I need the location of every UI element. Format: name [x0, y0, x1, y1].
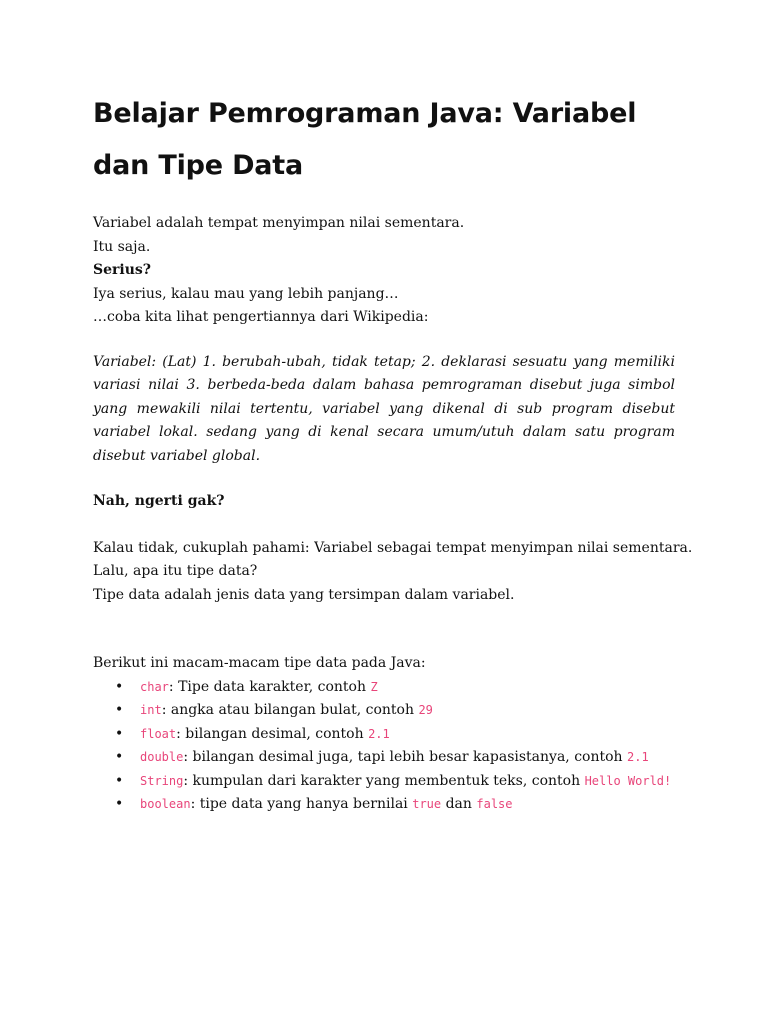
type-example: 2.1: [368, 726, 390, 741]
intro-block: [93, 212, 675, 330]
type-example: Hello World!: [584, 773, 672, 788]
intro-line-1: Variabel adalah tempat menyimpan nilai sementara.: [93, 215, 465, 231]
list-item-string: [115, 770, 675, 794]
type-code: int: [140, 703, 162, 717]
summary-block: [93, 537, 693, 608]
summary-line-3: Tipe data adalah jenis data yang tersimpan dalam variabel.: [93, 586, 515, 603]
type-example: Z: [370, 679, 378, 694]
bullet-icon: •: [115, 796, 124, 812]
type-code: boolean: [140, 797, 191, 811]
type-example: 29: [418, 703, 433, 717]
nah-question: Nah, ngerti gak?: [93, 493, 225, 509]
boolean-true-value: true: [412, 797, 442, 811]
bullet-icon: •: [115, 702, 124, 718]
list-item-double: [115, 746, 675, 770]
summary-line-1: Kalau tidak, cukuplah pahami: Variabel sebagai tempat menyimpan nilai sementara.: [93, 539, 693, 556]
boolean-connector: dan: [441, 796, 477, 812]
bullet-icon: •: [115, 749, 124, 765]
summary-line-2: Lalu, apa itu tipe data?: [93, 563, 258, 579]
document-content: [93, 88, 693, 817]
type-code: String: [140, 773, 184, 788]
type-example: 2.1: [627, 750, 649, 764]
list-item-int: [115, 699, 675, 723]
page-title: Belajar Pemrograman Java: Variabel dan Tipe Data: [93, 98, 637, 181]
types-section: [93, 652, 675, 817]
type-code: float: [140, 726, 177, 741]
type-description: : bilangan desimal juga, tapi lebih besar kapasistanya, contoh: [183, 749, 627, 765]
list-intro: Berikut ini macam-macam tipe data pada Java:: [93, 655, 426, 671]
type-code: char: [140, 679, 169, 694]
intro-line-5: …coba kita lihat pengertiannya dari Wikipedia:: [93, 309, 429, 325]
type-code: double: [140, 750, 184, 764]
bullet-icon: •: [115, 678, 124, 695]
data-type-list: [93, 676, 675, 817]
intro-line-3: Serius?: [93, 262, 151, 278]
intro-line-4: Iya serius, kalau mau yang lebih panjang…: [93, 285, 399, 302]
wikipedia-quote: Variabel: (Lat) 1. berubah-ubah, tidak tetap; 2. deklarasi sesuatu yang memiliki variasi nilai 3. berbeda-beda dalam bahasa pemrograman disebut juga simbol yang mewakili nilai tertentu, variabel yang dikenal di sub program disebut variabel lokal. sedang yang di kenal secara umum/utuh dalam satu program disebut variabel global.: [93, 353, 675, 464]
bullet-icon: •: [115, 772, 124, 789]
type-description: : angka atau bilangan bulat, contoh: [161, 702, 419, 718]
bullet-icon: •: [115, 725, 124, 742]
list-item-float: [115, 723, 675, 747]
intro-line-2: Itu saja.: [93, 238, 151, 255]
type-description: : kumpulan dari karakter yang membentuk teks, contoh: [183, 772, 585, 789]
list-item-boolean: [115, 793, 675, 817]
type-description: : bilangan desimal, contoh: [176, 725, 369, 742]
type-description: : tipe data yang hanya bernilai: [190, 796, 413, 812]
type-description: : Tipe data karakter, contoh: [168, 678, 371, 695]
boolean-false-value: false: [476, 797, 513, 811]
list-item-char: [115, 676, 675, 700]
